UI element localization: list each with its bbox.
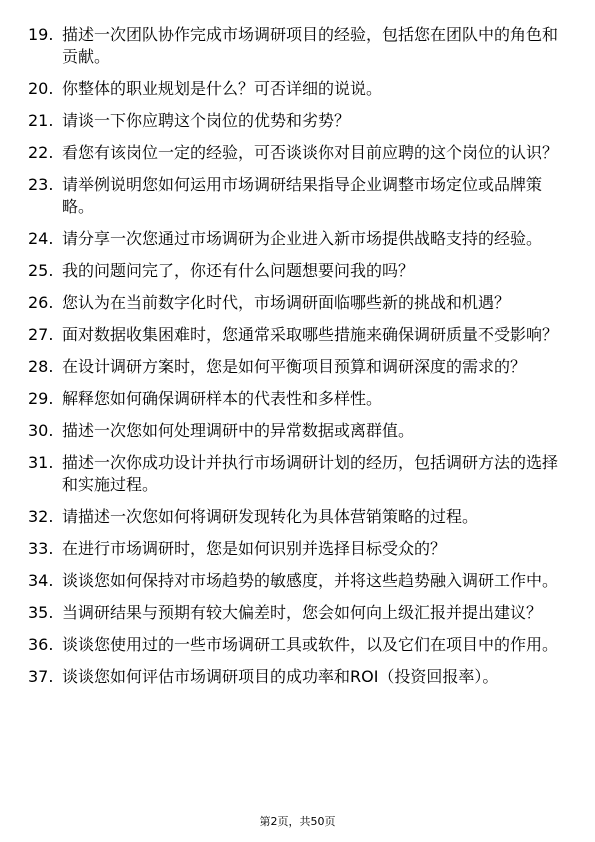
question-item-34 [28, 570, 568, 592]
question-item-36 [28, 634, 568, 656]
question-text: 我的问题问完了，你还有什么问题想要问我的吗？ [62, 261, 415, 280]
question-item-28 [28, 356, 568, 378]
question-number: 21. [28, 111, 54, 130]
question-number: 22. [28, 143, 54, 162]
question-item-20 [28, 78, 568, 100]
question-item-23 [28, 174, 568, 218]
question-text: 谈谈您使用过的一些市场调研工具或软件，以及它们在项目中的作用。 [62, 635, 559, 654]
question-number: 26. [28, 293, 54, 312]
question-text: 请描述一次您如何将调研发现转化为具体营销策略的过程。 [62, 507, 479, 526]
question-item-35 [28, 602, 568, 624]
question-text: 您认为在当前数字化时代，市场调研面临哪些新的挑战和机遇？ [62, 293, 511, 312]
question-text: 当调研结果与预期有较大偏差时，您会如何向上级汇报并提出建议？ [62, 603, 543, 622]
question-number: 23. [28, 175, 54, 194]
question-item-32 [28, 506, 568, 528]
question-item-24 [28, 228, 568, 250]
question-number: 33. [28, 539, 54, 558]
question-item-30 [28, 420, 568, 442]
question-text: 在进行市场调研时，您是如何识别并选择目标受众的？ [62, 539, 447, 558]
question-text: 请举例说明您如何运用市场调研结果指导企业调整市场定位或品牌策略。 [62, 175, 543, 216]
question-text: 请分享一次您通过市场调研为企业进入新市场提供战略支持的经验。 [62, 229, 543, 248]
question-item-22 [28, 142, 568, 164]
question-number: 29. [28, 389, 54, 408]
question-number: 30. [28, 421, 54, 440]
question-text: 谈谈您如何保持对市场趋势的敏感度，并将这些趋势融入调研工作中。 [62, 571, 559, 590]
page-footer: 第2页，共50页 [259, 815, 336, 828]
question-item-21 [28, 110, 568, 132]
question-item-26 [28, 292, 568, 314]
question-item-29 [28, 388, 568, 410]
question-text: 描述一次你成功设计并执行市场调研计划的经历，包括调研方法的选择和实施过程。 [62, 453, 559, 494]
question-number: 34. [28, 571, 54, 590]
question-number: 28. [28, 357, 54, 376]
question-text: 看您有该岗位一定的经验，可否谈谈你对目前应聘的这个岗位的认识？ [62, 143, 559, 162]
question-text: 面对数据收集困难时，您通常采取哪些措施来确保调研质量不受影响？ [62, 325, 559, 344]
question-number: 19. [28, 25, 54, 44]
question-number: 37. [28, 667, 54, 686]
question-text: 解释您如何确保调研样本的代表性和多样性。 [62, 389, 383, 408]
question-item-31 [28, 452, 568, 496]
question-text: 描述一次团队协作完成市场调研项目的经验，包括您在团队中的角色和贡献。 [62, 25, 559, 66]
question-number: 35. [28, 603, 54, 622]
question-number: 31. [28, 453, 54, 472]
question-number: 27. [28, 325, 54, 344]
question-number: 25. [28, 261, 54, 280]
question-text: 谈谈您如何评估市场调研项目的成功率和ROI（投资回报率）。 [62, 667, 499, 686]
question-list [28, 24, 568, 698]
question-item-33 [28, 538, 568, 560]
question-item-37 [28, 666, 568, 688]
question-item-19 [28, 24, 568, 68]
question-text: 在设计调研方案时，您是如何平衡项目预算和调研深度的需求的？ [62, 357, 527, 376]
question-text: 描述一次您如何处理调研中的异常数据或离群值。 [62, 421, 415, 440]
question-text: 你整体的职业规划是什么？可否详细的说说。 [62, 79, 383, 98]
question-number: 36. [28, 635, 54, 654]
question-item-27 [28, 324, 568, 346]
question-text: 请谈一下你应聘这个岗位的优势和劣势？ [62, 111, 351, 130]
question-number: 24. [28, 229, 54, 248]
question-number: 32. [28, 507, 54, 526]
question-number: 20. [28, 79, 54, 98]
question-item-25 [28, 260, 568, 282]
